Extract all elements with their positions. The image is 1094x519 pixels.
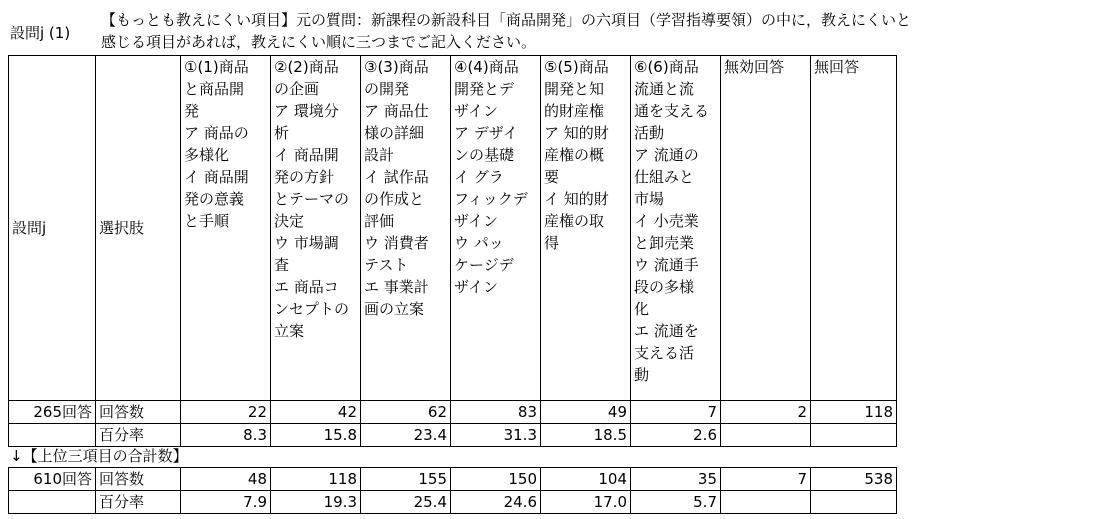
- count-cell: 22: [181, 401, 271, 424]
- count-row: [9, 468, 897, 491]
- count-cell: 49: [541, 401, 631, 424]
- percent-cell: [811, 491, 897, 514]
- count-cell: 155: [361, 468, 451, 491]
- row-label-cell: 設問j: [9, 56, 96, 401]
- count-cell: 150: [451, 468, 541, 491]
- percent-cell: [721, 424, 811, 447]
- empty-cell: [9, 491, 96, 514]
- total-responses-cell: 610回答: [9, 468, 96, 491]
- percent-cell: 7.9: [181, 491, 271, 514]
- option-cell: ⑥(6)商品 流通と流 通を支える 活動 ア 流通の 仕組みと 市場 イ 小売業 と卸売業 ウ 流通手 段の多様 化 エ 流通を 支える活 動: [631, 56, 721, 401]
- question-label: 設問j (1): [10, 24, 71, 42]
- choice-label-cell: 選択肢: [96, 56, 181, 401]
- count-cell: 7: [631, 401, 721, 424]
- count-cell: 118: [271, 468, 361, 491]
- percent-cell: 18.5: [541, 424, 631, 447]
- percent-cell: [721, 491, 811, 514]
- question-text: 【もっとも教えにくい項目】元の質問：新課程の新設科目「商品開発」の六項目（学習指導要領）の中に，教えにくいと 感じる項目があれば，教えにくい順に三つまでご記入ください。: [101, 11, 912, 51]
- percent-cell: 17.0: [541, 491, 631, 514]
- count-row: [9, 401, 897, 424]
- count-label-cell: 回答数: [96, 468, 181, 491]
- percent-label-cell: 百分率: [96, 491, 181, 514]
- section-label: ↓【上位三項目の合計数】: [10, 447, 188, 465]
- totals-table: [8, 467, 897, 514]
- percent-cell: 25.4: [361, 491, 451, 514]
- percent-cell: 31.3: [451, 424, 541, 447]
- option-cell: 無効回答: [721, 56, 811, 401]
- percent-cell: 8.3: [181, 424, 271, 447]
- option-cell: ⑤(5)商品 開発と知 的財産権 ア 知的財 産権の概 要 イ 知的財 産権の取 得: [541, 56, 631, 401]
- total-responses-cell: 265回答: [9, 401, 96, 424]
- option-cell: ①(1)商品 と商品開 発 ア 商品の 多様化 イ 商品開 発の意義 と手順: [181, 56, 271, 401]
- count-cell: 538: [811, 468, 897, 491]
- count-cell: 62: [361, 401, 451, 424]
- percent-row: [9, 491, 897, 514]
- percent-cell: 23.4: [361, 424, 451, 447]
- percent-cell: 15.8: [271, 424, 361, 447]
- responses-table: [8, 55, 897, 447]
- option-cell: ④(4)商品 開発とデ ザイン ア デザイ ンの基礎 イ グラ フィックデ ザイン ウ パッ ケージデ ザイン: [451, 56, 541, 401]
- percent-row: [9, 424, 897, 447]
- count-cell: 118: [811, 401, 897, 424]
- count-cell: 48: [181, 468, 271, 491]
- count-cell: 42: [271, 401, 361, 424]
- count-cell: 2: [721, 401, 811, 424]
- count-cell: 35: [631, 468, 721, 491]
- count-cell: 7: [721, 468, 811, 491]
- count-cell: 104: [541, 468, 631, 491]
- percent-cell: [811, 424, 897, 447]
- options-row: [9, 56, 897, 401]
- empty-cell: [9, 424, 96, 447]
- percent-cell: 19.3: [271, 491, 361, 514]
- percent-cell: 24.6: [451, 491, 541, 514]
- option-cell: ③(3)商品 の開発 ア 商品仕 様の詳細 設計 イ 試作品 の作成と 評価 ウ 消費者 テスト エ 事業計 画の立案: [361, 56, 451, 401]
- percent-cell: 5.7: [631, 491, 721, 514]
- count-cell: 83: [451, 401, 541, 424]
- percent-label-cell: 百分率: [96, 424, 181, 447]
- count-label-cell: 回答数: [96, 401, 181, 424]
- option-cell: ②(2)商品 の企画 ア 環境分 析 イ 商品開 発の方針 とテーマの 決定 ウ 市場調 査 エ 商品コ ンセプトの 立案: [271, 56, 361, 401]
- percent-cell: 2.6: [631, 424, 721, 447]
- option-cell: 無回答: [811, 56, 897, 401]
